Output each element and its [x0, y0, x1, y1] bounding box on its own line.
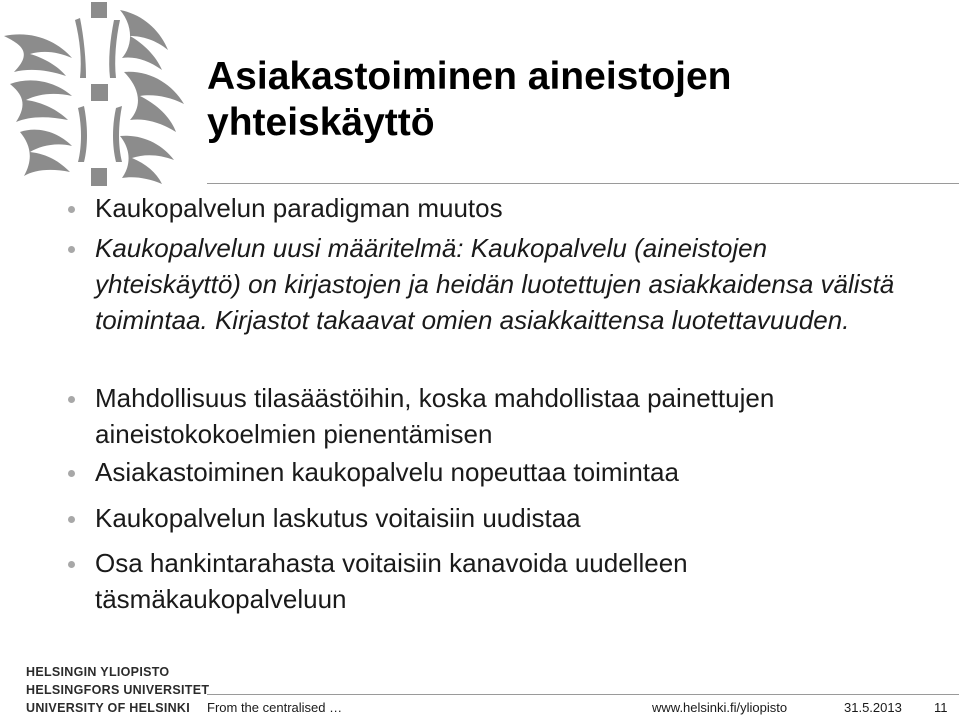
- bullet-marker: [68, 516, 75, 523]
- bullet-marker: [68, 396, 75, 403]
- bullet-item: Osa hankintarahasta voitaisiin kanavoida uudelleen täsmäkaukopalveluun: [95, 548, 688, 614]
- university-name-en: UNIVERSITY OF HELSINKI: [26, 701, 191, 715]
- bullet-item: Mahdollisuus tilasäästöihin, koska mahdollistaa painettujen aineistokokoelmien pienentämisen: [95, 383, 775, 449]
- bullet-marker: [68, 470, 75, 477]
- bullet-item: Kaukopalvelun uusi määritelmä: Kaukopalvelu (aineistojen yhteiskäyttö) on kirjastojen ja heidän luotettujen asiakkaidensa välistä toimintaa. Kirjastot takaavat omien asiakkaittensa luotettavuuden.: [95, 233, 895, 335]
- bullet-item: Kaukopalvelun paradigman muutos: [95, 193, 503, 223]
- slide-title: Asiakastoiminen aineistojen yhteiskäyttö: [207, 55, 732, 144]
- bullet-marker: [68, 206, 75, 213]
- bullet-item: Kaukopalvelun laskutus voitaisiin uudistaa: [95, 503, 581, 533]
- footer-page-number: 11: [934, 700, 948, 715]
- footer-date: 31.5.2013: [844, 700, 902, 715]
- footer-url[interactable]: www.helsinki.fi/yliopisto: [652, 700, 788, 715]
- bullet-item: Asiakastoiminen kaukopalvelu nopeuttaa toimintaa: [95, 457, 679, 487]
- footer-presentation-title: From the centralised …: [207, 700, 343, 715]
- bullet-marker: [68, 246, 75, 253]
- bullet-marker: [68, 561, 75, 568]
- footer-divider: [207, 694, 959, 695]
- university-name-fi: HELSINGIN YLIOPISTO: [26, 665, 170, 679]
- university-name-sv: HELSINGFORS UNIVERSITET: [26, 683, 210, 697]
